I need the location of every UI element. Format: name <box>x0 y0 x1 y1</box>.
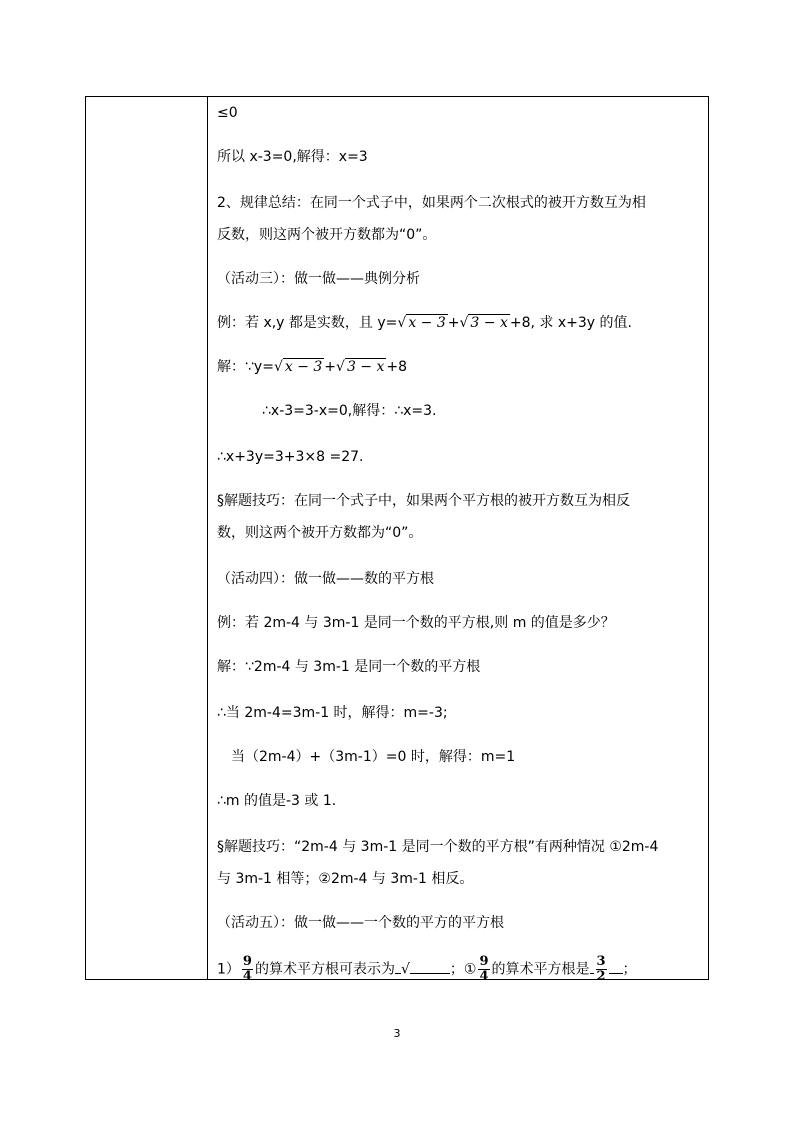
solution-1-line <box>217 357 407 377</box>
activity-4-heading: （活动四）：做一做——数的平方根 <box>217 571 434 587</box>
sqrt-symbol: √ <box>336 359 345 375</box>
text-line-16: 当（2m-4）+（3m-1）=0 时，解得：m=1 <box>231 749 516 765</box>
radicand-1: x − 3 <box>408 315 446 331</box>
text-line-17: ∴m 的值是-3 或 1. <box>217 793 337 809</box>
text-line-1: ≤0 <box>217 105 238 121</box>
sqrt-symbol: √ <box>273 359 283 375</box>
example-1-line <box>217 313 632 333</box>
fraction-denominator: 4 <box>479 969 489 984</box>
exercise-1-prefix: 1） <box>217 961 240 978</box>
example-1-suffix: +8, 求 x+3y 的值. <box>509 315 632 331</box>
radicand-1: x − 3 <box>284 359 323 375</box>
solution-1-suffix: +8 <box>386 359 408 375</box>
fraction-numerator: 9 <box>479 954 489 969</box>
example-2-line: 例：若 2m-4 与 3m-1 是同一个数的平方根,则 m 的值是多少？ <box>217 615 615 631</box>
fraction-denominator: 4 <box>242 969 252 984</box>
tip-2-line-1: §解题技巧：“2m-4 与 3m-1 是同一个数的平方根”有两种情况 ①2m-4 <box>217 839 659 855</box>
text-line-8: ∴x-3=3-x=0,解得：∴x=3. <box>262 403 437 419</box>
solution-2-line: 解：∵2m-4 与 3m-1 是同一个数的平方根 <box>217 659 481 675</box>
example-1-prefix: 例：若 x,y 都是实数，且 y= <box>217 315 398 331</box>
radicand-2: 3 − x <box>346 359 385 375</box>
exercise-1-end: ； <box>622 961 637 978</box>
sqrt-symbol: √ <box>400 961 410 978</box>
fraction-numerator: 3 <box>596 954 606 969</box>
exercise-1-sep: ；① <box>449 961 477 978</box>
answer-blank <box>590 973 594 974</box>
tip-1-line-2: 数，则这两个被开方数都为“0”。 <box>217 525 423 541</box>
plus-sign: + <box>324 359 337 375</box>
exercise-1-mid2: 的算术平方根是 <box>491 961 590 978</box>
text-line-3: 2、规律总结：在同一个式子中，如果两个二次根式的被开方数互为相 <box>217 195 646 211</box>
fraction-3-2 <box>596 955 607 984</box>
radicand-2: 3 − x <box>470 315 508 331</box>
exercise-1-line <box>217 955 637 984</box>
activity-3-heading: （活动三）：做一做——典例分析 <box>217 271 420 287</box>
answer-blank <box>609 973 623 974</box>
exercise-1-mid: 的算术平方根可表示为 <box>254 961 395 978</box>
sqrt-symbol: √ <box>397 315 407 331</box>
plus-sign: + <box>447 315 460 331</box>
text-line-2: 所以 x-3=0,解得：x=3 <box>217 149 368 165</box>
answer-blank <box>436 973 450 974</box>
solution-1-prefix: 解：∵y= <box>217 359 274 375</box>
fraction-9-4 <box>242 955 253 984</box>
activity-5-heading: （活动五）：做一做——一个数的平方的平方根 <box>217 915 504 931</box>
page-number: 3 <box>393 1027 401 1040</box>
sqrt-symbol: √ <box>459 315 469 331</box>
fraction-9-4 <box>478 955 489 984</box>
tip-2-line-2: 与 3m-1 相等；②2m-4 与 3m-1 相反。 <box>217 871 474 887</box>
text-line-9: ∴x+3y=3+3×8 =27. <box>217 449 364 465</box>
fraction-denominator: 2 <box>596 969 606 984</box>
text-line-15: ∴当 2m-4=3m-1 时，解得：m=-3; <box>217 705 448 721</box>
text-line-4: 反数，则这两个被开方数都为“0”。 <box>217 227 437 243</box>
empty-radicand <box>410 973 436 974</box>
column-divider <box>207 97 208 979</box>
fraction-numerator: 9 <box>242 954 252 969</box>
tip-1-line-1: §解题技巧：在同一个式子中，如果两个平方根的被开方数互为相反 <box>217 493 630 509</box>
lesson-table <box>85 96 709 984</box>
